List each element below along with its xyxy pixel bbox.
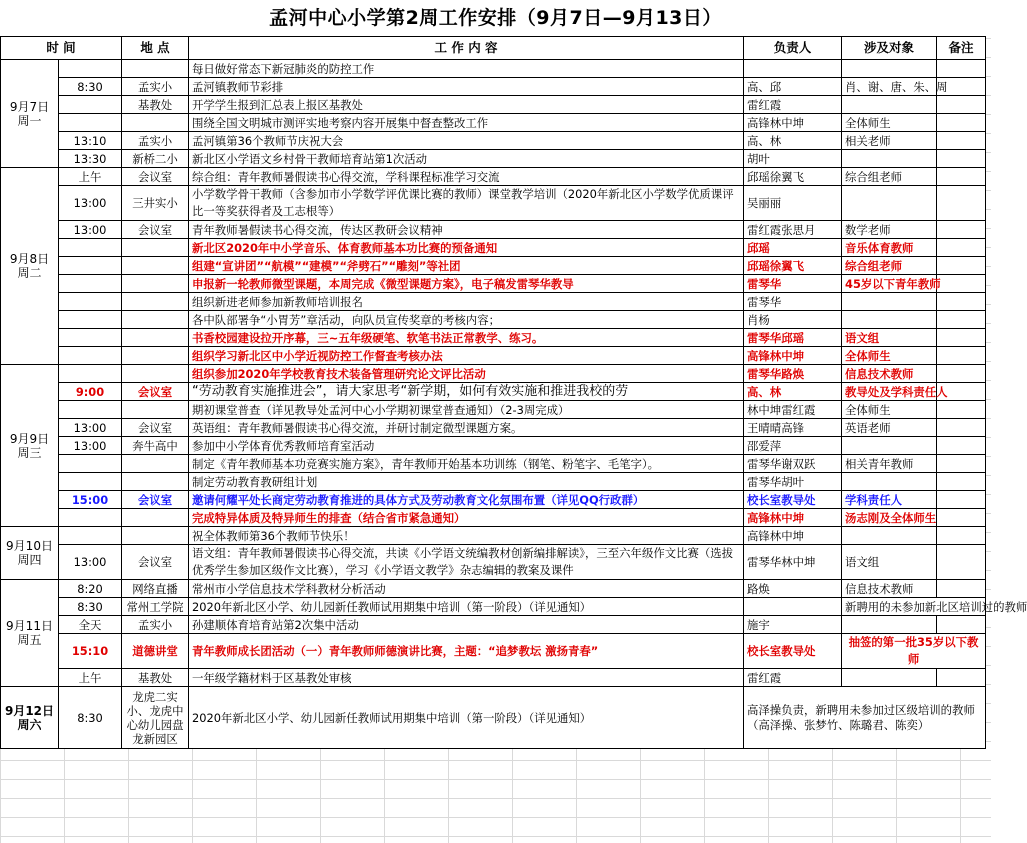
table-cell: 高锋林中坤 <box>744 347 842 365</box>
table-cell: 新北区2020年中小学音乐、体育教师基本功比赛的预备通知 <box>189 239 744 257</box>
table-cell <box>842 60 937 78</box>
table-row <box>1 96 986 114</box>
table-cell <box>122 329 189 347</box>
table-cell <box>744 60 842 78</box>
table-cell <box>59 275 122 293</box>
table-cell <box>59 114 122 132</box>
table-cell <box>59 347 122 365</box>
table-cell: 雷琴华林中坤 <box>744 545 842 580</box>
table-cell: 路焕 <box>744 580 842 598</box>
table-row <box>1 419 986 437</box>
table-cell: 雷琴华路焕 <box>744 365 842 383</box>
table-cell <box>937 329 986 347</box>
table-cell <box>122 275 189 293</box>
table-row <box>1 239 986 257</box>
table-cell <box>937 545 986 580</box>
table-cell: 完成特异体质及特异师生的排查（结合省市紧急通知） <box>189 509 744 527</box>
table-cell: 15:10 <box>59 634 122 669</box>
header-target: 涉及对象 <box>842 37 937 60</box>
table-cell: 施宇 <box>744 616 842 634</box>
table-cell: 各中队部署争“小胃芳”章活动，向队员宣传奖章的考核内容； <box>189 311 744 329</box>
table-cell: 高锋林中坤 <box>744 114 842 132</box>
table-row <box>1 311 986 329</box>
table-cell: 13:00 <box>59 419 122 437</box>
table-cell: 全体师生 <box>842 401 937 419</box>
schedule-table <box>0 36 1027 749</box>
table-cell: 综合组老师 <box>842 257 937 275</box>
table-cell: 汤志刚及全体师生 <box>842 509 937 527</box>
table-cell: 围绕全国文明城市测评实地考察内容开展集中督查整改工作 <box>189 114 744 132</box>
table-cell: 申报新一轮教师微型课题，本周完成《微型课题方案》，电子稿发雷琴华教导 <box>189 275 744 293</box>
table-cell: 组织参加2020年学校教育技术装备管理研究论文评比活动 <box>189 365 744 383</box>
table-cell: 语文组：青年教师暑假读书心得交流，共读《小学语文统编教材创新编排解读》，三至六年级作文比赛（选拔优秀学生参加区级作文比赛），学习《小学语文教学》杂志编辑的教案及课件 <box>189 545 744 580</box>
table-cell: 雷琴华邱瑶 <box>744 329 842 347</box>
table-cell: 会议室 <box>122 221 189 239</box>
table-cell: 学科责任人 <box>842 491 937 509</box>
table-row <box>1 221 986 239</box>
table-cell: 制定劳动教育教研组计划 <box>189 473 744 491</box>
table-row <box>1 669 986 687</box>
table-cell <box>937 239 986 257</box>
table-cell: 8:20 <box>59 580 122 598</box>
table-cell <box>937 616 986 634</box>
table-row <box>1 527 986 545</box>
table-cell <box>937 347 986 365</box>
table-cell <box>122 311 189 329</box>
table-cell: 书香校园建设拉开序幕，三~五年级硬笔、软笔书法正常教学、练习。 <box>189 329 744 347</box>
table-cell: 邱瑶徐翼飞 <box>744 257 842 275</box>
table-row <box>1 132 986 150</box>
table-row <box>1 78 986 96</box>
header-content: 工 作 内 容 <box>189 37 744 60</box>
table-cell: 上午 <box>59 669 122 687</box>
table-row <box>1 545 986 580</box>
table-cell <box>59 329 122 347</box>
header-note: 备注 <box>937 37 986 60</box>
table-cell <box>122 60 189 78</box>
table-cell: 组织学习新北区中小学近视防控工作督查考核办法 <box>189 347 744 365</box>
table-cell: 信息技术教师 <box>842 365 937 383</box>
table-row <box>1 616 986 634</box>
table-cell: 信息技术教师 <box>842 580 937 598</box>
table-cell <box>842 150 937 168</box>
table-cell: 网络直播 <box>122 580 189 598</box>
table-cell <box>59 527 122 545</box>
table-row <box>1 186 986 221</box>
day-cell: 9月10日 周四 <box>1 527 59 580</box>
table-row <box>1 455 986 473</box>
table-cell <box>842 293 937 311</box>
table-cell <box>937 168 986 186</box>
table-row <box>1 598 986 616</box>
table-row <box>1 401 986 419</box>
table-cell: 雷琴华谢双跃 <box>744 455 842 473</box>
table-cell: 林中坤雷红霞 <box>744 401 842 419</box>
table-cell: 邱瑶徐翼飞 <box>744 168 842 186</box>
table-cell <box>744 598 842 616</box>
table-cell: 一年级学籍材料于区基教处审核 <box>189 669 744 687</box>
table-row <box>1 114 986 132</box>
table-cell: 英语组：青年教师暑假读书心得交流，并研讨制定微型课题方案。 <box>189 419 744 437</box>
table-cell: 胡叶 <box>744 150 842 168</box>
table-cell <box>122 509 189 527</box>
table-cell: 新聘用的未参加新北区培训过的教师 <box>842 598 986 616</box>
table-cell <box>842 616 937 634</box>
table-cell: “劳动教育实施推进会”，请大家思考“新学期，如何有效实施和推进我校的劳 <box>189 383 744 401</box>
table-cell: 抽签的第一批35岁以下教师 <box>842 634 986 669</box>
table-cell: 三井实小 <box>122 186 189 221</box>
table-row <box>1 60 986 78</box>
table-cell: 语文组 <box>842 329 937 347</box>
table-cell <box>842 96 937 114</box>
table-cell: 9:00 <box>59 383 122 401</box>
table-cell: 制定《青年教师基本功竞赛实施方案》，青年教师开始基本功训练（钢笔、粉笔字、毛笔字）。 <box>189 455 744 473</box>
table-cell: 8:30 <box>59 78 122 96</box>
table-cell: 基教处 <box>122 669 189 687</box>
table-cell <box>59 311 122 329</box>
table-cell: 雷红霞 <box>744 96 842 114</box>
table-cell: 组建“宣讲团”“航模”“建模”“斧劈石”“雕刻”等社团 <box>189 257 744 275</box>
table-cell <box>842 437 937 455</box>
table-cell: 8:30 <box>59 598 122 616</box>
header-place: 地 点 <box>122 37 189 60</box>
table-row <box>1 293 986 311</box>
table-cell: 组织新进老师参加新教师培训报名 <box>189 293 744 311</box>
table-row <box>1 580 986 598</box>
table-row <box>1 509 986 527</box>
table-cell <box>842 186 937 221</box>
table-cell <box>937 509 986 527</box>
table-cell <box>937 221 986 239</box>
table-row <box>1 491 986 509</box>
table-cell: 13:00 <box>59 221 122 239</box>
table-cell: 孟实小 <box>122 616 189 634</box>
header-owner: 负责人 <box>744 37 842 60</box>
table-row <box>1 257 986 275</box>
table-cell: 道德讲堂 <box>122 634 189 669</box>
table-cell: 青年教师成长团活动（一）青年教师师德演讲比赛，主题：“追梦教坛 激扬青春” <box>189 634 744 669</box>
table-cell: 高锋林中坤 <box>744 527 842 545</box>
table-cell <box>122 293 189 311</box>
day-cell: 9月9日 周三 <box>1 365 59 527</box>
table-cell: 孟实小 <box>122 78 189 96</box>
table-row <box>1 437 986 455</box>
table-cell: 校长室教导处 <box>744 491 842 509</box>
table-cell: 孟河镇第36个教师节庆祝大会 <box>189 132 744 150</box>
table-cell <box>59 60 122 78</box>
header-row <box>1 37 986 60</box>
table-cell <box>937 491 986 509</box>
table-cell: 邱瑶 <box>744 239 842 257</box>
table-cell <box>937 275 986 293</box>
table-cell <box>122 401 189 419</box>
table-row <box>1 275 986 293</box>
table-cell: 8:30 <box>59 687 122 749</box>
table-cell: 雷红霞 <box>744 669 842 687</box>
table-cell <box>937 114 986 132</box>
table-cell: 会议室 <box>122 491 189 509</box>
table-cell: 高、邱 <box>744 78 842 96</box>
table-cell: 相关青年教师 <box>842 455 937 473</box>
table-cell <box>842 669 937 687</box>
table-cell <box>937 473 986 491</box>
table-cell <box>937 311 986 329</box>
table-row <box>1 329 986 347</box>
table-cell <box>122 455 189 473</box>
table-cell: 开学学生报到汇总表上报区基教处 <box>189 96 744 114</box>
table-row <box>1 365 986 383</box>
table-cell: 会议室 <box>122 383 189 401</box>
header-time: 时 间 <box>1 37 122 60</box>
table-cell: 期初课堂普查（详见教导处孟河中心小学期初课堂普查通知）（2-3周完成） <box>189 401 744 419</box>
table-cell <box>122 239 189 257</box>
table-cell <box>937 150 986 168</box>
table-cell <box>937 527 986 545</box>
table-cell: 高泽操负责，新聘用未参加过区级培训的教师（高泽操、张梦竹、陈璐君、陈奕） <box>744 687 986 749</box>
table-cell: 新北区小学语文乡村骨干教师培育站第1次活动 <box>189 150 744 168</box>
table-cell: 2020年新北区小学、幼儿园新任教师试用期集中培训（第一阶段）（详见通知） <box>189 687 744 749</box>
day-cell: 9月11日 周五 <box>1 580 59 687</box>
table-cell: 每日做好常态下新冠肺炎的防控工作 <box>189 60 744 78</box>
table-cell <box>937 293 986 311</box>
table-cell: 英语老师 <box>842 419 937 437</box>
table-cell: 高锋林中坤 <box>744 509 842 527</box>
table-cell: 常州工学院 <box>122 598 189 616</box>
table-cell: 综合组：青年教师暑假读书心得交流，学科课程标准学习交流 <box>189 168 744 186</box>
table-cell <box>937 669 986 687</box>
table-cell <box>937 60 986 78</box>
table-cell: 雷琴华 <box>744 293 842 311</box>
table-cell <box>59 509 122 527</box>
table-cell <box>122 257 189 275</box>
table-cell: 常州市小学信息技术学科教材分析活动 <box>189 580 744 598</box>
table-cell: 教导处及学科责任人 <box>842 383 937 401</box>
table-cell: 全体师生 <box>842 114 937 132</box>
table-cell <box>122 347 189 365</box>
table-cell: 雷红霞张思月 <box>744 221 842 239</box>
table-cell: 校长室教导处 <box>744 634 842 669</box>
table-cell <box>122 473 189 491</box>
table-cell <box>122 365 189 383</box>
table-cell <box>937 437 986 455</box>
table-cell: 全天 <box>59 616 122 634</box>
table-row <box>1 634 986 669</box>
table-cell: 雷琴华 <box>744 275 842 293</box>
table-cell <box>59 239 122 257</box>
table-cell: 邀请何耀平处长商定劳动教育推进的具体方式及劳动教育文化氛围布置（详见QQ行政群） <box>189 491 744 509</box>
table-cell: 孟实小 <box>122 132 189 150</box>
table-cell: 会议室 <box>122 545 189 580</box>
table-cell: 孟河镇教师节彩排 <box>189 78 744 96</box>
table-cell: 青年教师暑假读书心得交流，传达区教研会议精神 <box>189 221 744 239</box>
table-cell: 13:10 <box>59 132 122 150</box>
table-cell: 语文组 <box>842 545 937 580</box>
table-cell: 13:00 <box>59 186 122 221</box>
table-cell: 13:00 <box>59 437 122 455</box>
day-cell: 9月7日 周一 <box>1 60 59 168</box>
day-cell: 9月12日 周六 <box>1 687 59 749</box>
table-cell: 雷琴华胡叶 <box>744 473 842 491</box>
page-title: 孟河中心小学第2周工作安排（9月7日—9月13日） <box>0 0 991 36</box>
table-row <box>1 383 986 401</box>
table-cell: 上午 <box>59 168 122 186</box>
table-cell <box>122 527 189 545</box>
table-cell: 肖、谢、唐、朱、周 <box>842 78 937 96</box>
table-cell: 奔牛高中 <box>122 437 189 455</box>
table-row <box>1 473 986 491</box>
table-cell <box>937 365 986 383</box>
table-cell: 45岁以下青年教师 <box>842 275 937 293</box>
table-cell <box>122 114 189 132</box>
table-cell <box>59 365 122 383</box>
table-cell: 龙虎二实小、龙虎中心幼儿园盘龙新园区 <box>122 687 189 749</box>
table-cell: 王晴晴高锋 <box>744 419 842 437</box>
table-cell <box>937 580 986 598</box>
table-cell: 吴丽丽 <box>744 186 842 221</box>
table-cell: 新桥二小 <box>122 150 189 168</box>
table-cell: 相关老师 <box>842 132 937 150</box>
table-cell <box>842 473 937 491</box>
table-cell: 13:00 <box>59 545 122 580</box>
table-cell <box>937 419 986 437</box>
table-cell: 孙建顺体育培育站第2次集中活动 <box>189 616 744 634</box>
table-cell: 祝全体教师第36个教师节快乐！ <box>189 527 744 545</box>
table-cell: 综合组老师 <box>842 168 937 186</box>
table-cell <box>59 401 122 419</box>
day-cell: 9月8日 周二 <box>1 168 59 365</box>
table-cell: 会议室 <box>122 419 189 437</box>
table-cell: 13:30 <box>59 150 122 168</box>
table-cell: 高、林 <box>744 132 842 150</box>
table-cell: 高、林 <box>744 383 842 401</box>
table-cell: 15:00 <box>59 491 122 509</box>
table-cell <box>937 132 986 150</box>
table-cell: 邵爱萍 <box>744 437 842 455</box>
table-row <box>1 687 986 749</box>
table-cell <box>937 186 986 221</box>
table-cell: 2020年新北区小学、幼儿园新任教师试用期集中培训（第一阶段）（详见通知） <box>189 598 744 616</box>
table-cell <box>937 96 986 114</box>
table-cell: 小学数学骨干教师（含参加市小学数学评优课比赛的教师）课堂教学培训（2020年新北区小学数学优质课评比一等奖获得者及工志根等） <box>189 186 744 221</box>
table-cell <box>59 473 122 491</box>
table-cell: 音乐体育教师 <box>842 239 937 257</box>
table-cell: 全体师生 <box>842 347 937 365</box>
table-cell <box>59 293 122 311</box>
table-cell: 参加中小学体育优秀教师培育室活动 <box>189 437 744 455</box>
table-cell <box>59 455 122 473</box>
table-cell: 肖杨 <box>744 311 842 329</box>
table-cell <box>937 455 986 473</box>
table-row <box>1 168 986 186</box>
table-cell <box>842 527 937 545</box>
table-cell: 基教处 <box>122 96 189 114</box>
table-cell <box>842 311 937 329</box>
table-cell: 数学老师 <box>842 221 937 239</box>
table-cell <box>59 96 122 114</box>
table-row <box>1 347 986 365</box>
table-cell <box>59 257 122 275</box>
table-row <box>1 150 986 168</box>
table-cell <box>937 257 986 275</box>
table-cell <box>937 401 986 419</box>
table-cell: 会议室 <box>122 168 189 186</box>
